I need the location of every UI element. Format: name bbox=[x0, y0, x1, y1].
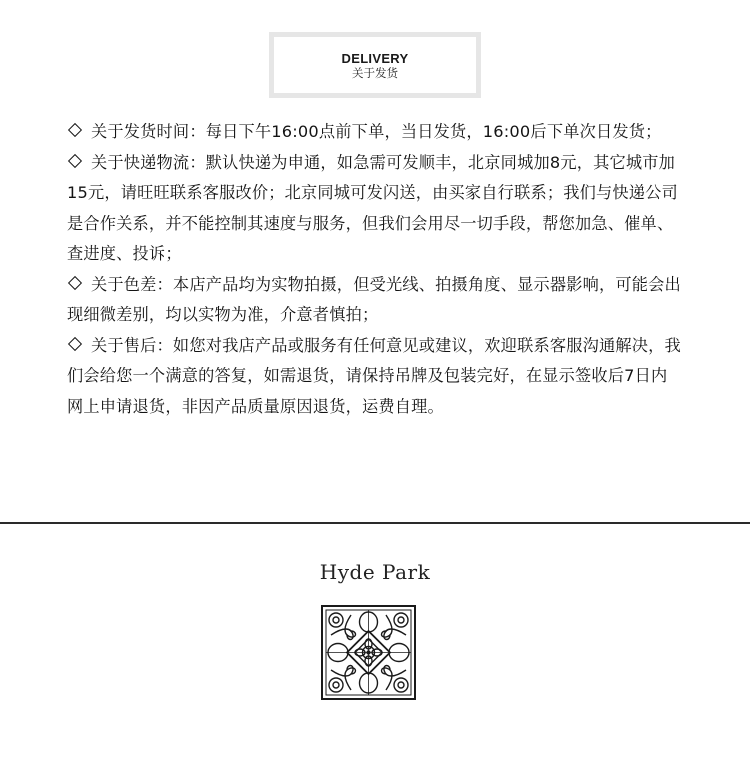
note-shipping-time bbox=[67, 117, 682, 148]
section-divider bbox=[0, 522, 750, 524]
diamond-bullet-icon bbox=[68, 275, 82, 289]
note-after-sales bbox=[67, 331, 682, 423]
brand-name: Hyde Park bbox=[319, 560, 431, 584]
ornamental-square-logo-icon bbox=[321, 605, 416, 700]
note-text: 关于色差：本店产品均为实物拍摄，但受光线、拍摄角度、显示器影响，可能会出现细微差别，均以实物为准，介意者慎拍； bbox=[67, 274, 681, 324]
note-text: 关于发货时间：每日下午16:00点前下单，当日发货，16:00后下单次日发货； bbox=[91, 122, 662, 141]
note-color-difference bbox=[67, 270, 682, 331]
note-text: 关于快递物流：默认快递为申通，如急需可发顺丰，北京同城加8元，其它城市加15元，请旺旺联系客服改价；北京同城可发闪送，由买家自行联系；我们与快递公司是合作关系，并不能控制其速度与服务，但我们会用尽一切手段，帮您加急、催单、查进度、投诉； bbox=[67, 152, 678, 263]
diamond-bullet-icon bbox=[68, 336, 82, 350]
header-title-zh: 关于发货 bbox=[352, 66, 398, 80]
note-courier bbox=[67, 148, 682, 270]
note-text: 关于售后：如您对我店产品或服务有任何意见或建议，欢迎联系客服沟通解决，我们会给您一个满意的答复，如需退货，请保持吊牌及包装完好，在显示签收后7日内网上申请退货，非因产品质量原因退货，运费自理。 bbox=[67, 335, 681, 416]
header-title-en: DELIVERY bbox=[341, 51, 409, 66]
delivery-notes bbox=[67, 117, 682, 422]
delivery-header-box bbox=[269, 32, 481, 98]
diamond-bullet-icon bbox=[68, 153, 82, 167]
diamond-bullet-icon bbox=[68, 123, 82, 137]
